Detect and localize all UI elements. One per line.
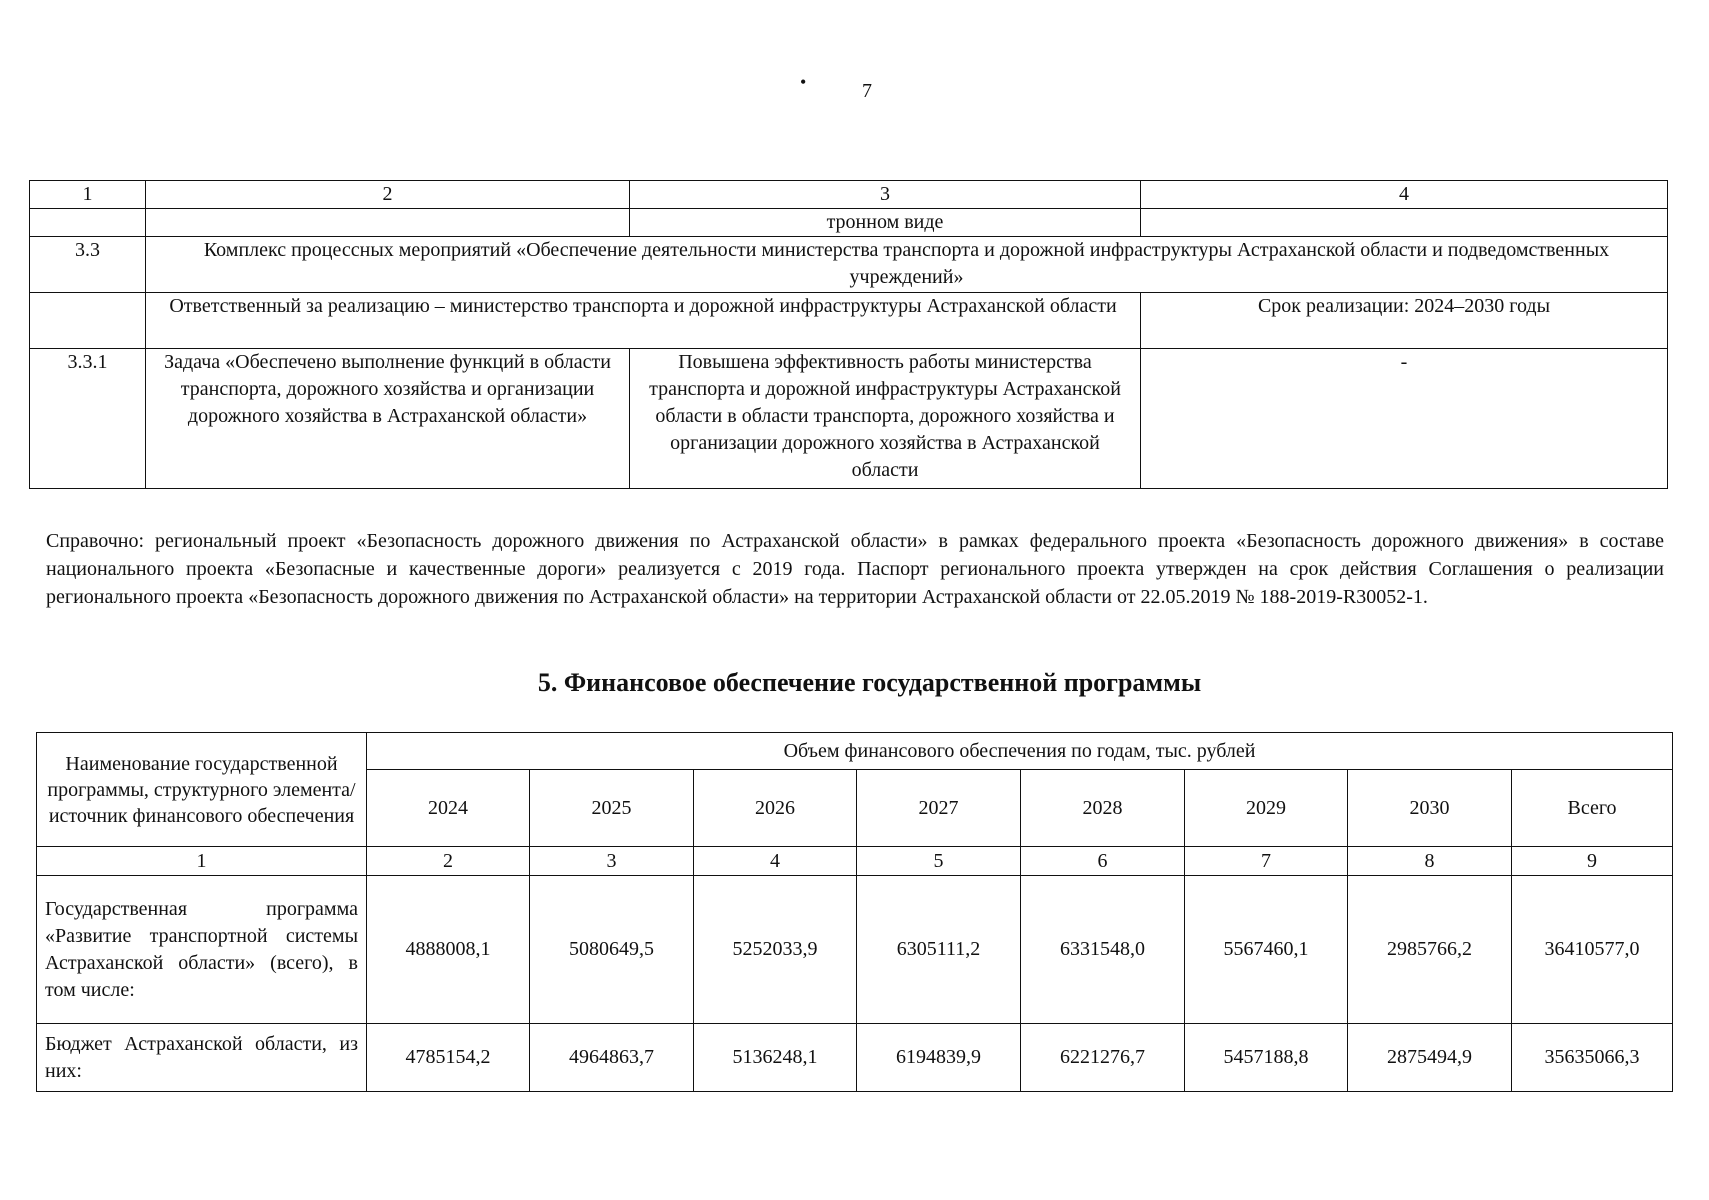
value-cell: 5567460,1 bbox=[1185, 876, 1348, 1024]
column-number: 7 bbox=[1185, 847, 1348, 876]
header-cell: 1 bbox=[30, 181, 146, 209]
total-header: Всего bbox=[1512, 770, 1673, 847]
task-cell: Задача «Обеспечено выполнение функций в области транспорта, дорожного хозяйства и организации дорожного хозяйства в Астраханской области» bbox=[146, 349, 630, 489]
table-row bbox=[30, 209, 1668, 237]
funding-table bbox=[36, 732, 1673, 1092]
year-header: 2028 bbox=[1021, 770, 1185, 847]
year-header: 2025 bbox=[530, 770, 694, 847]
table-header-row bbox=[37, 733, 1673, 770]
activities-table bbox=[29, 180, 1668, 489]
column-number: 6 bbox=[1021, 847, 1185, 876]
header-cell: 3 bbox=[630, 181, 1141, 209]
result-cell: Повышена эффективность работы министерства транспорта и дорожной инфраструктуры Астраханской области в области транспорта, дорожного хозяйства и организации дорожного хозяйства в Астраханской области bbox=[630, 349, 1141, 489]
column-number: 2 bbox=[367, 847, 530, 876]
column-number: 5 bbox=[857, 847, 1021, 876]
table-row bbox=[37, 876, 1673, 1024]
link-cell: - bbox=[1141, 349, 1668, 489]
column-number: 9 bbox=[1512, 847, 1673, 876]
term-cell: Срок реализации: 2024–2030 годы bbox=[1141, 293, 1668, 349]
year-header: 2027 bbox=[857, 770, 1021, 847]
value-cell: 6331548,0 bbox=[1021, 876, 1185, 1024]
row-name: Государственная программа «Развитие транспортной системы Астраханской области» (всего), в том числе: bbox=[37, 876, 367, 1024]
page-dot: • bbox=[800, 72, 807, 92]
group-header: Объем финансового обеспечения по годам, тыс. рублей bbox=[367, 733, 1673, 770]
empty-cell bbox=[30, 209, 146, 237]
value-cell: 36410577,0 bbox=[1512, 876, 1673, 1024]
value-cell: 4964863,7 bbox=[530, 1024, 694, 1092]
page-number: 7 bbox=[862, 80, 872, 102]
reference-note: Справочно: региональный проект «Безопасность дорожного движения по Астраханской области» в рамках федерального проекта «Безопасность дорожного движения» в составе национального проекта «Безопасные и качественные дороги» реализуется с 2019 года. Паспорт регионального проекта утвержден на срок действия Соглашения о реализации регионального проекта «Безопасность дорожного движения по Астраханской области» на территории Астраханской области от 22.05.2019 № 188-2019-R30052-1. bbox=[46, 530, 1664, 608]
column-numbers-row bbox=[37, 847, 1673, 876]
year-header: 2026 bbox=[694, 770, 857, 847]
value-cell: 35635066,3 bbox=[1512, 1024, 1673, 1092]
value-cell: 4888008,1 bbox=[367, 876, 530, 1024]
year-header: 2029 bbox=[1185, 770, 1348, 847]
table-row bbox=[30, 237, 1668, 293]
empty-cell bbox=[146, 209, 630, 237]
value-cell: 2985766,2 bbox=[1348, 876, 1512, 1024]
value-cell: 5080649,5 bbox=[530, 876, 694, 1024]
column-number: 8 bbox=[1348, 847, 1512, 876]
empty-cell bbox=[1141, 209, 1668, 237]
value-cell: 4785154,2 bbox=[367, 1024, 530, 1092]
value-cell: 6221276,7 bbox=[1021, 1024, 1185, 1092]
complex-title: Комплекс процессных мероприятий «Обеспечение деятельности министерства транспорта и дорожной инфраструктуры Астраханской области и подведомственных учреждений» bbox=[146, 237, 1668, 293]
column-number: 3 bbox=[530, 847, 694, 876]
column-number: 1 bbox=[37, 847, 367, 876]
row-number: 3.3.1 bbox=[30, 349, 146, 489]
header-cell: 4 bbox=[1141, 181, 1668, 209]
table-row bbox=[37, 1024, 1673, 1092]
responsible-cell: Ответственный за реализацию – министерство транспорта и дорожной инфраструктуры Астраханской области bbox=[146, 293, 1141, 349]
year-header: 2030 bbox=[1348, 770, 1512, 847]
table-header-row bbox=[30, 181, 1668, 209]
value-cell: 5136248,1 bbox=[694, 1024, 857, 1092]
value-cell: 5252033,9 bbox=[694, 876, 857, 1024]
empty-cell bbox=[30, 293, 146, 349]
value-cell: 5457188,8 bbox=[1185, 1024, 1348, 1092]
section-title: 5. Финансовое обеспечение государственной программы bbox=[537, 668, 1202, 697]
value-cell: 6305111,2 bbox=[857, 876, 1021, 1024]
value-cell: 2875494,9 bbox=[1348, 1024, 1512, 1092]
value-cell: 6194839,9 bbox=[857, 1024, 1021, 1092]
table-row bbox=[30, 293, 1668, 349]
row-name: Бюджет Астраханской области, из них: bbox=[37, 1024, 367, 1092]
name-header: Наименование государственной программы, структурного элемента/ источник финансового обеспечения bbox=[37, 733, 367, 847]
header-cell: 2 bbox=[146, 181, 630, 209]
table-row bbox=[30, 349, 1668, 489]
year-header: 2024 bbox=[367, 770, 530, 847]
continuation-cell: тронном виде bbox=[630, 209, 1141, 237]
column-number: 4 bbox=[694, 847, 857, 876]
row-number: 3.3 bbox=[30, 237, 146, 293]
